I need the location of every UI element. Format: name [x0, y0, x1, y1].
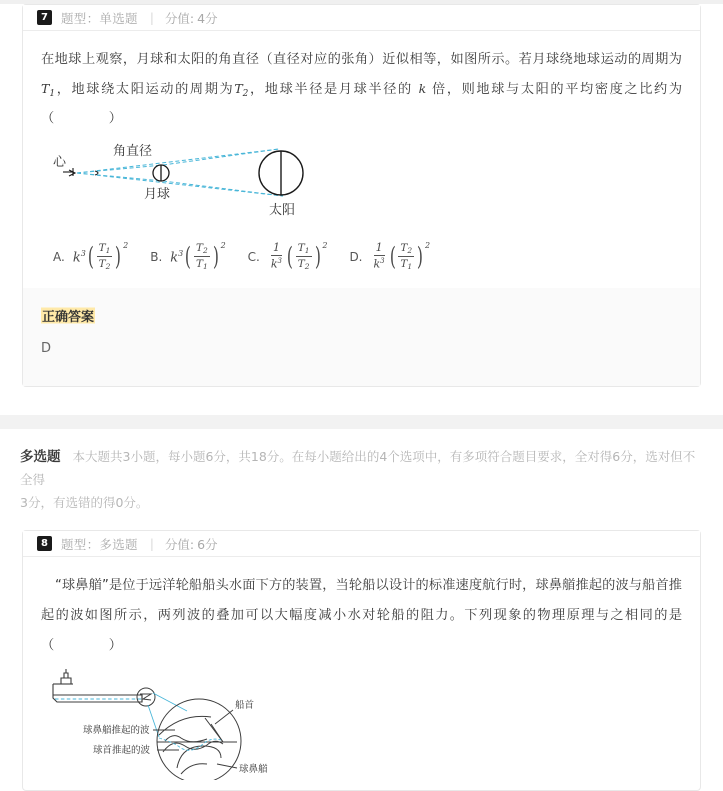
option-c-coef-den: $k^3$: [270, 257, 283, 271]
label-leaders: [153, 710, 237, 768]
option-a-coef-exp: 3: [80, 248, 86, 258]
option-d[interactable]: [349, 242, 430, 272]
option-c-coefficient: [269, 242, 284, 272]
answer-zone-7: [23, 288, 700, 386]
option-c[interactable]: [248, 242, 328, 272]
paren-open-icon: (: [389, 242, 396, 272]
option-b-coef-base: k: [170, 250, 179, 266]
option-d-exponent: 2: [424, 241, 431, 251]
ship-hull: [53, 669, 142, 702]
option-c-label: C.: [247, 249, 260, 264]
option-b-exponent: 2: [220, 241, 226, 251]
option-b-denominator: T1: [196, 257, 208, 271]
question-number-badge: 7: [37, 10, 52, 25]
question-card-8: [22, 530, 701, 791]
option-a-coefficient: [73, 249, 86, 265]
question-score-value: 6分: [197, 536, 218, 552]
option-c-exponent: 2: [322, 241, 328, 251]
label-wave-stem: 球首推起的波: [93, 745, 151, 757]
option-d-label: D.: [349, 249, 363, 264]
question-type-label: 题型：: [61, 536, 100, 552]
stem-text-part2a: 太阳运动的周期为: [115, 81, 235, 97]
stem-variable-T1-sub: 1: [49, 88, 56, 99]
option-a-numerator: T1: [98, 242, 111, 256]
option-a-coef-base: k: [72, 250, 81, 266]
header-divider: |: [149, 536, 154, 551]
question-type-label: 题型：: [61, 10, 100, 26]
paren-open-icon: (: [87, 242, 94, 272]
paren-close-icon: ): [417, 242, 424, 272]
stem-text-part2d: ）: [108, 111, 122, 127]
option-a-exponent: 2: [123, 241, 129, 251]
label-sun: 太阳: [269, 203, 296, 219]
question-score-label: 分值:: [164, 10, 195, 26]
option-d-fraction: [398, 242, 414, 272]
sun-glyph: [259, 151, 303, 195]
stem-variable-T1: T: [41, 80, 50, 96]
angle-arc-mark: [95, 171, 98, 175]
option-b-label: B.: [150, 249, 163, 264]
question-type-value: 单选题: [99, 10, 138, 26]
question-score-label: 分值:: [164, 536, 195, 552]
option-c-coef-num: 1: [272, 241, 280, 255]
option-a[interactable]: [53, 242, 128, 272]
question-stem-8: [41, 571, 682, 660]
option-a-formula: [73, 242, 128, 272]
option-d-parenthesized: [388, 242, 430, 272]
section-divider: [0, 415, 723, 429]
question-body-7: [23, 31, 700, 288]
detail-circle: [157, 699, 241, 780]
option-b-parenthesized: [183, 242, 225, 272]
option-d-numerator: T2: [400, 242, 413, 256]
option-b-coef-exp: 3: [178, 248, 184, 258]
multi-choice-description-line2: 3分，有选错的得0分。: [20, 495, 149, 511]
stem-text-part2c: 倍，则地球与太阳的平均密度之比约为（: [41, 81, 683, 127]
correct-answer-title: 正确答案: [41, 306, 95, 325]
paren-close-icon: ): [314, 242, 321, 272]
stem-variable-k: k: [418, 80, 427, 96]
stem-variable-T2-sub: 2: [242, 88, 249, 99]
correct-answer-value: D: [41, 340, 52, 356]
stem8-text-part2d: ）: [108, 637, 122, 653]
option-b-fraction: [194, 242, 210, 272]
question-type-value: 多选题: [99, 536, 138, 552]
option-c-formula: [268, 242, 328, 272]
question-card-7: [22, 4, 701, 387]
option-c-denominator: T2: [297, 257, 310, 271]
option-a-parenthesized: [86, 242, 128, 272]
option-c-numerator: T1: [297, 242, 310, 256]
question-number-badge: 8: [37, 536, 52, 551]
option-d-coef-num: 1: [375, 241, 383, 255]
sight-lines: [77, 149, 283, 196]
exam-page: [0, 4, 723, 791]
option-c-parenthesized: [285, 242, 327, 272]
paren-open-icon: (: [185, 242, 192, 272]
option-d-coefficient: [372, 242, 387, 272]
option-d-formula: [371, 242, 431, 272]
label-wave-bulb: 球鼻艏推起的波: [83, 725, 150, 737]
paren-close-icon: ): [115, 242, 122, 272]
label-angular-diameter: 角直径: [113, 144, 153, 160]
moon-glyph: [153, 165, 169, 181]
stem-text-part1b: ，地球绕: [55, 81, 116, 97]
question-stem-7: [41, 45, 682, 134]
paren-open-icon: (: [286, 242, 293, 272]
label-eye: 心: [53, 155, 67, 171]
label-bulb: 球鼻艏: [239, 764, 268, 776]
option-c-fraction: [296, 242, 312, 272]
multi-choice-section: [0, 429, 723, 791]
single-choice-section: [0, 4, 723, 415]
option-b[interactable]: [150, 242, 225, 272]
stem-text-part2b: ，地球半径是月球半径的: [248, 81, 413, 97]
moon-sun-svg: [51, 140, 321, 224]
option-d-denominator: T1: [400, 257, 413, 271]
option-a-denominator: T2: [98, 257, 111, 271]
option-b-formula: [170, 242, 225, 272]
label-moon: 月球: [144, 187, 171, 203]
stem-variable-T2: T: [234, 80, 243, 96]
options-list-7: [41, 232, 682, 278]
option-b-numerator: T2: [196, 242, 208, 256]
figure-moon-sun: [41, 134, 682, 232]
multi-choice-title: 多选题: [20, 448, 61, 465]
multi-choice-description-line1: 本大题共3小题，每小题6分，共18分。在每小题给出的4个选项中，有多项符合题目要求，全对得6分，选对但不全得: [20, 448, 696, 487]
question-score-value: 4分: [197, 10, 218, 26]
stem8-text-part2a: 图所示，两列波的叠加可以大幅度减小水对轮船的阻力。下列现象的物理原理与之相同的是（: [41, 607, 683, 653]
option-b-coefficient: [170, 249, 183, 265]
option-d-coef-den: $k^3$: [373, 257, 385, 271]
ship-bulbous-bow-svg: [47, 668, 309, 780]
question-header-8: [23, 531, 700, 557]
option-a-fraction: [97, 242, 113, 272]
label-bow: 船首: [235, 700, 255, 712]
paren-close-icon: ): [212, 242, 219, 272]
option-a-label: A.: [53, 249, 65, 264]
multi-choice-header: [0, 429, 723, 518]
bow-callout-circle: [137, 688, 155, 706]
question-header-7: [23, 5, 700, 31]
stem8-text-part1: “球鼻艏”是位于远洋轮船船头水面下方的装置，当轮船以设计的标准速度航行时，球鼻艏推起的波与船首推起的波如: [41, 578, 682, 623]
header-divider: |: [149, 10, 154, 25]
question-body-8: [23, 557, 700, 790]
stem-text-part1: 在地球上观察，月球和太阳的角直径（直径对应的张角）近似相等，如图所示。若月球绕地球运动的周期为: [41, 52, 682, 67]
figure-ship: [41, 660, 682, 780]
